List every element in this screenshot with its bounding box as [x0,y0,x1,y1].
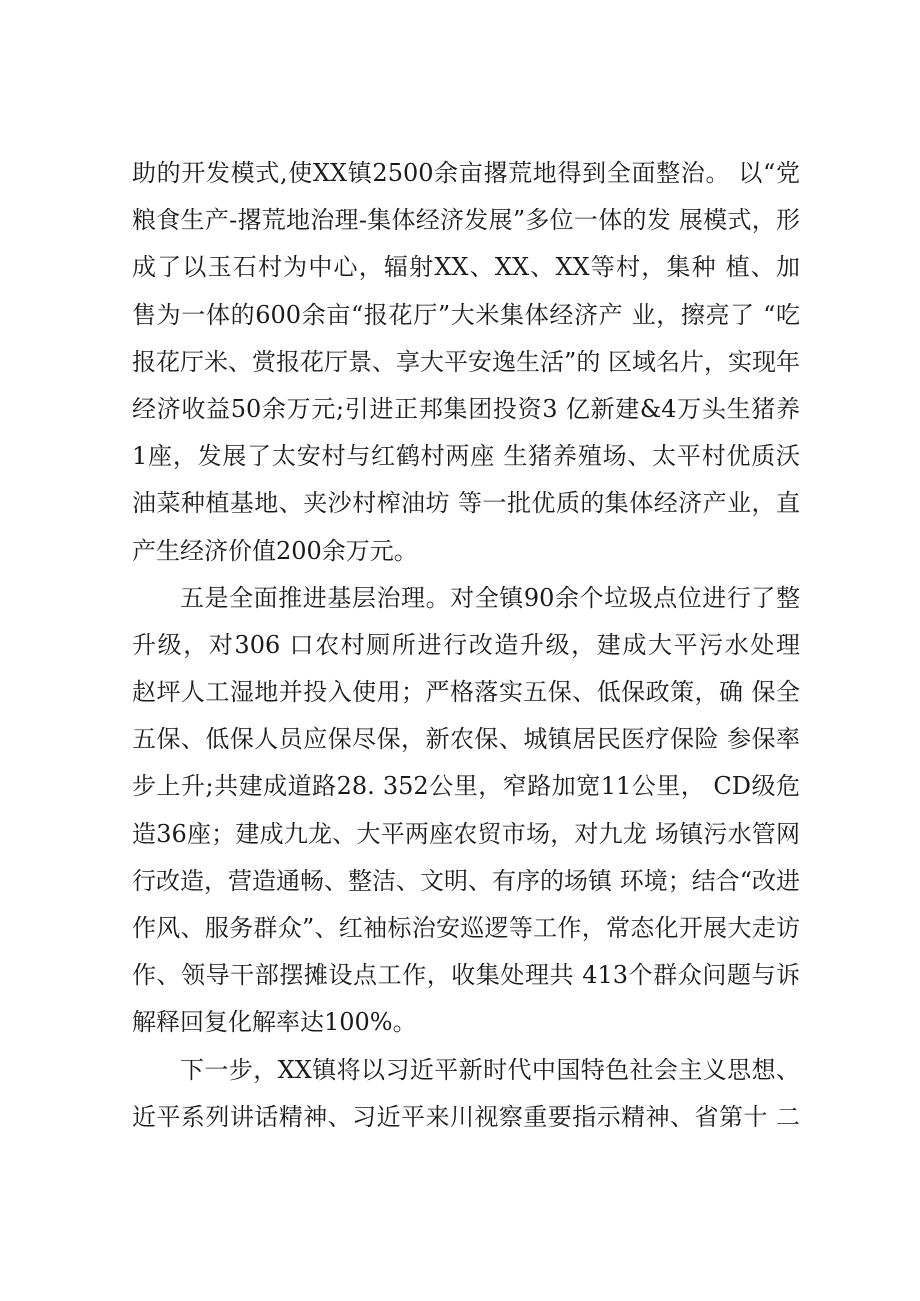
text-line: 五保、低保人员应保尽保，新农保、城镇居民医疗保险 参保率 [132,725,800,754]
text-line: 造36座；建成九龙、大平两座农贸市场，对九龙 场镇污水管网 [132,819,800,848]
text-line: 1座，发展了太安村与红鹤村两座 生猪养殖场、太平村优质沃 [132,442,800,471]
text-line: 解释回复化解率达100%。 [132,1008,417,1037]
text-line: 粮食生产-撂荒地治理-集体经济发展”多位一体的发 展模式，形 [132,206,800,235]
text-line: 助的开发模式,使XX镇2500余亩撂荒地得到全面整治。 以“党 [132,159,800,187]
text-line: 作风、服务群众”、红袖标治安巡逻等工作，常态化开展大走访 [132,914,800,942]
text-line: 步上升;共建成道路28. 352公里，窄路加宽11公里， CD级危 [132,772,800,801]
text-line: 作、领导干部摆摊设点工作，收集处理共 413个群众问题与诉 [132,961,800,990]
document-body [132,150,800,1141]
paragraph-first-line: 五是全面推进基层治理。对全镇90余个垃圾点位进行了整 [180,583,800,612]
text-line: 报花厅米、赏报花厅景、享大平安逸生活”的 区域名片，实现年 [132,347,800,376]
text-line: 近平系列讲话精神、习近平来川视察重要指示精神、省第十 二 [132,1102,800,1131]
text-line: 升级，对306 口农村厕所进行改造升级，建成大平污水处理 [132,630,800,659]
text-line: 成了以玉石村为中心，辐射XX、XX、XX等村，集种 植、加 [132,253,800,282]
paragraph-first-line: 下一步，XX镇将以习近平新时代中国特色社会主义思想、 [180,1055,800,1084]
text-line: 产生经济价值200余万元。 [132,536,418,565]
text-line: 经济收益50余万元;引进正邦集团投资3 亿新建&4万头生猪养 [132,394,800,423]
text-line: 油菜种植基地、夹沙村榨油坊 等一批优质的集体经济产业，直 [132,489,800,518]
text-line: 赵坪人工湿地并投入使用；严格落实五保、低保政策，确 保全 [132,678,800,707]
text-line: 行改造，营造通畅、整洁、文明、有序的场镇 环境；结合“改进 [132,866,800,895]
text-line: 售为一体的600余亩“报花厅”大米集体经济产 业，擦亮了 “吃 [132,300,800,329]
